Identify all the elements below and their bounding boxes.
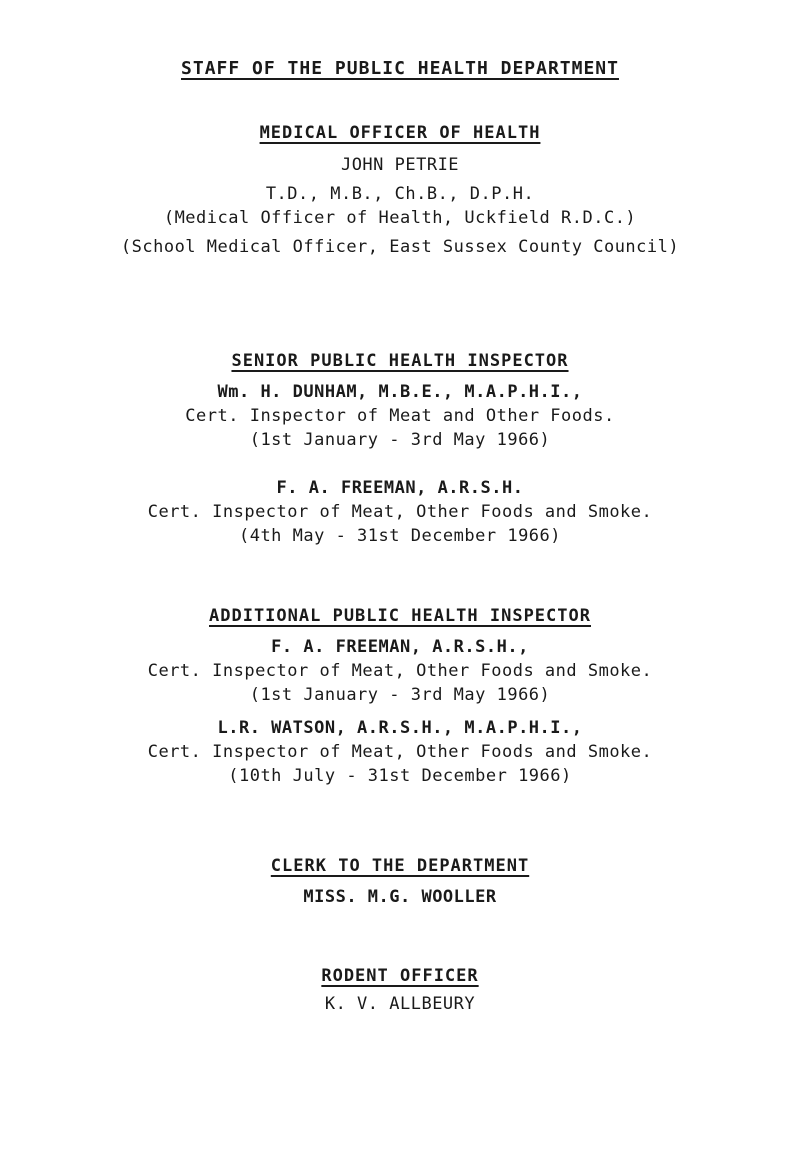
senior-inspector-cert-2: Cert. Inspector of Meat, Other Foods and Smoke.	[147, 502, 653, 522]
senior-inspector-name-2: F. A. FREEMAN, A.R.S.H.	[276, 478, 524, 498]
clerk-name: MISS. M.G. WOOLLER	[303, 887, 497, 907]
medical-officer-school-role: (School Medical Officer, East Sussex County Council)	[120, 237, 680, 257]
senior-inspector-heading: SENIOR PUBLIC HEALTH INSPECTOR	[231, 351, 569, 371]
rodent-officer-heading: RODENT OFFICER	[321, 966, 479, 986]
document-title: STAFF OF THE PUBLIC HEALTH DEPARTMENT	[181, 58, 619, 79]
senior-inspector-period-1: (1st January - 3rd May 1966)	[249, 430, 551, 450]
rodent-officer-name: K. V. ALLBEURY	[324, 994, 476, 1014]
senior-inspector-period-2: (4th May - 31st December 1966)	[238, 526, 562, 546]
additional-inspector-cert-2: Cert. Inspector of Meat, Other Foods and Smoke.	[147, 742, 653, 762]
additional-inspector-period-2: (10th July - 31st December 1966)	[228, 766, 572, 786]
senior-inspector-name-1: Wm. H. DUNHAM, M.B.E., M.A.P.H.I.,	[217, 382, 583, 402]
medical-officer-role: (Medical Officer of Health, Uckfield R.D.C.)	[163, 208, 637, 228]
additional-inspector-heading: ADDITIONAL PUBLIC HEALTH INSPECTOR	[209, 606, 591, 626]
clerk-heading: CLERK TO THE DEPARTMENT	[270, 856, 530, 876]
medical-officer-name: JOHN PETRIE	[340, 155, 460, 175]
medical-officer-heading: MEDICAL OFFICER OF HEALTH	[259, 123, 541, 143]
medical-officer-qualifications: T.D., M.B., Ch.B., D.P.H.	[265, 184, 535, 204]
additional-inspector-cert-1: Cert. Inspector of Meat, Other Foods and Smoke.	[147, 661, 653, 681]
senior-inspector-cert-1: Cert. Inspector of Meat and Other Foods.	[185, 406, 615, 426]
additional-inspector-name-1: F. A. FREEMAN, A.R.S.H.,	[271, 637, 529, 657]
additional-inspector-name-2: L.R. WATSON, A.R.S.H., M.A.P.H.I.,	[217, 718, 583, 738]
additional-inspector-period-1: (1st January - 3rd May 1966)	[249, 685, 551, 705]
